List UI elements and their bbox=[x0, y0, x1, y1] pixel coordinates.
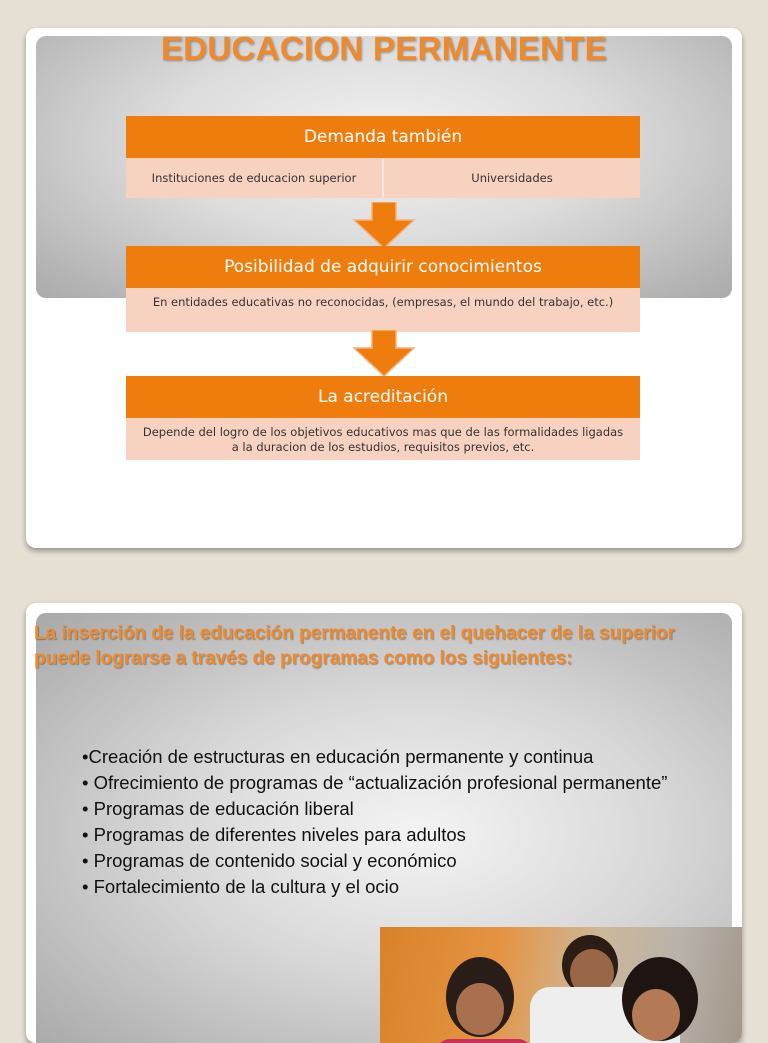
down-arrow-icon bbox=[352, 330, 416, 376]
slide-title: EDUCACION PERMANENTE bbox=[160, 30, 608, 67]
classroom-photo bbox=[380, 927, 742, 1043]
box-acreditacion-body: Depende del logro de los objetivos educativos mas que de las formalidades ligadas a la duracion de los estudios, requisitos previos, etc. bbox=[126, 418, 640, 460]
box-acreditacion bbox=[126, 376, 640, 460]
box-acreditacion-heading: La acreditación bbox=[126, 376, 640, 418]
slide-educacion-permanente bbox=[26, 28, 742, 548]
box-demanda-left-cell: Instituciones de educacion superior bbox=[126, 158, 382, 198]
box-posibilidad-body: En entidades educativas no reconocidas, (empresas, el mundo del trabajo, etc.) bbox=[126, 288, 640, 332]
box-demanda-right-cell: Universidades bbox=[382, 158, 640, 198]
list-item: • Programas de educación liberal bbox=[82, 798, 354, 819]
list-item: • Programas de diferentes niveles para adultos bbox=[82, 824, 466, 845]
list-item: • Fortalecimiento de la cultura y el ocio bbox=[82, 876, 400, 897]
list-item: •Creación de estructuras en educación permanente y continua bbox=[82, 746, 594, 767]
slide-programas bbox=[26, 603, 742, 1043]
box-demanda-heading: Demanda también bbox=[126, 116, 640, 158]
box-posibilidad-heading: Posibilidad de adquirir conocimientos bbox=[126, 246, 640, 288]
down-arrow-icon bbox=[352, 202, 416, 248]
list-item: • Programas de contenido social y económico bbox=[82, 850, 457, 871]
box-demanda bbox=[126, 116, 640, 198]
slide-heading: La inserción de la educación permanente en el quehacer de la superior puede lograrse a través de programas como los siguientes: bbox=[34, 623, 675, 669]
box-demanda-body bbox=[126, 158, 640, 198]
program-list bbox=[82, 744, 702, 900]
list-item: • Ofrecimiento de programas de “actualización profesional permanente” bbox=[82, 772, 668, 793]
photo-people-illustration bbox=[380, 927, 742, 1043]
box-posibilidad bbox=[126, 246, 640, 332]
